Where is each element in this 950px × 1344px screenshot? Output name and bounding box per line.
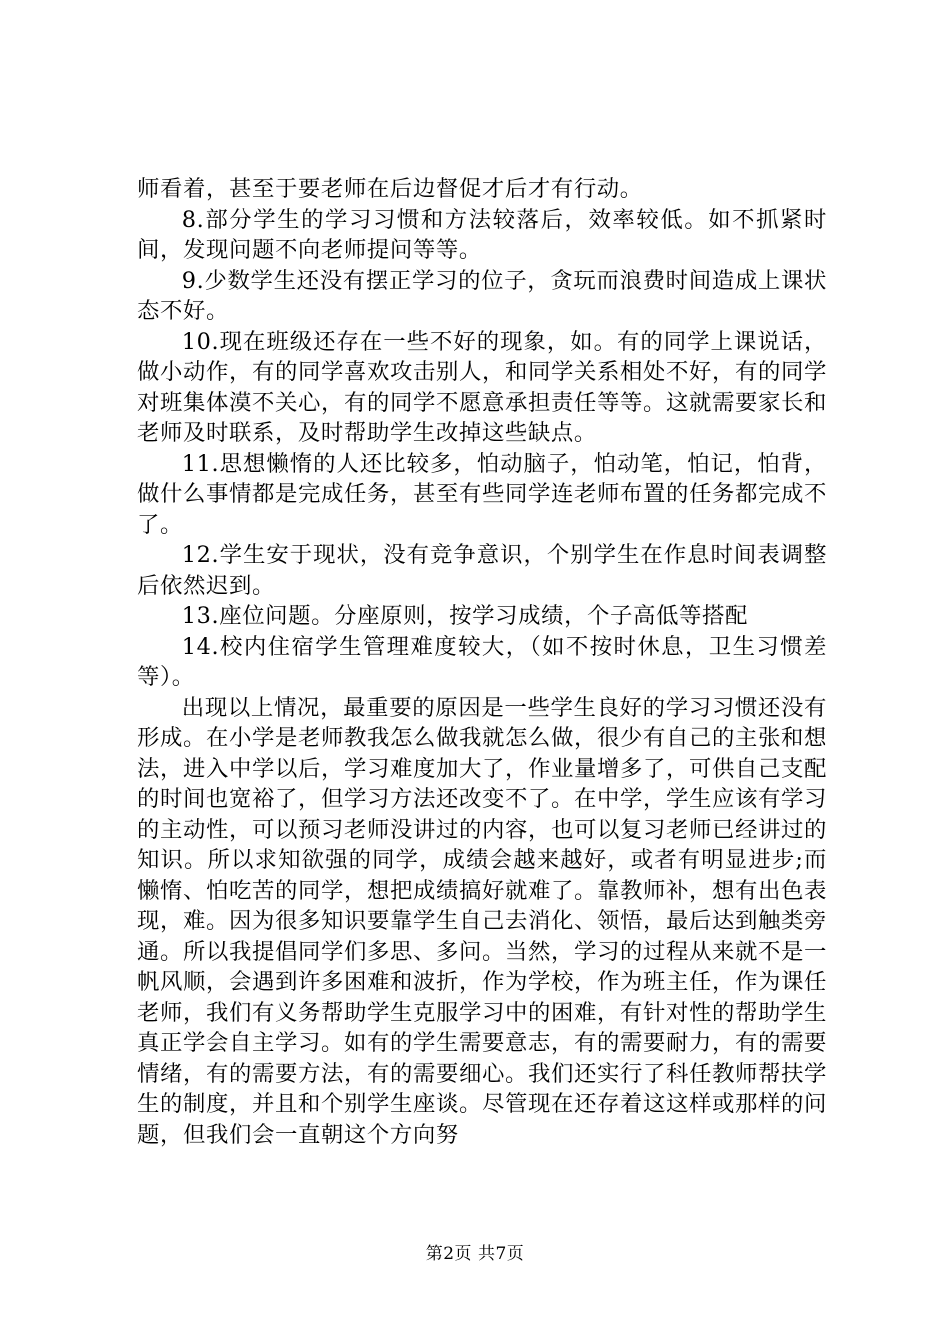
paragraph-item-10: 10.现在班级还存在一些不好的现象，如。有的同学上课说话，做小动作，有的同学喜欢攻击别人，和同学关系相处不好，有的同学对班集体漠不关心，有的同学不愿意承担责任等等。这就需要家长和老师及时联系，及时帮助学生改掉这些缺点。	[137, 328, 827, 446]
paragraph-item-12: 12.学生安于现状，没有竞争意识，个别学生在作息时间表调整后依然迟到。	[137, 542, 827, 599]
page-number-label: 第2页 共7页	[425, 1244, 525, 1264]
paragraph-item-9: 9.少数学生还没有摆正学习的位子，贪玩而浪费时间造成上课状态不好。	[137, 267, 827, 324]
page-footer	[0, 1244, 950, 1264]
paragraph-analysis: 出现以上情况，最重要的原因是一些学生良好的学习习惯还没有形成。在小学是老师教我怎么做我就怎么做，很少有自己的主张和想法，进入中学以后，学习难度加大了，作业量增多了，可供自己支配的时间也宽裕了，但学习方法还改变不了。在中学，学生应该有学习的主动性，可以预习老师没讲过的内容，也可以复习老师已经讲过的知识。所以求知欲强的同学，成绩会越来越好，或者有明显进步;而懒惰、怕吃苦的同学，想把成绩搞好就难了。靠教师补，想有出色表现，难。因为很多知识要靠学生自己去消化、领悟，最后达到触类旁通。所以我提倡同学们多思、多问。当然，学习的过程从来就不是一帆风顺，会遇到许多困难和波折，作为学校，作为班主任，作为课任老师，我们有义务帮助学生克服学习中的困难，有针对性的帮助学生真正学会自主学习。如有的学生需要意志，有的需要耐力，有的需要情绪，有的需要方法，有的需要细心。我们还实行了科任教师帮扶学生的制度，并且和个别学生座谈。尽管现在还存着这这样或那样的问题，但我们会一直朝这个方向努	[137, 694, 827, 1148]
paragraph-item-11: 11.思想懒惰的人还比较多，怕动脑子，怕动笔，怕记，怕背，做什么事情都是完成任务，甚至有些同学连老师布置的任务都完成不了。	[137, 450, 827, 538]
document-body	[137, 174, 827, 1150]
paragraph-item-13: 13.座位问题。分座原则，按学习成绩，个子高低等搭配	[181, 603, 748, 629]
paragraph-item-8: 8.部分学生的学习习惯和方法较落后，效率较低。如不抓紧时间，发现问题不向老师提问等等。	[137, 206, 827, 263]
paragraph-continuation: 师看着，甚至于要老师在后边督促才后才有行动。	[137, 176, 643, 202]
paragraph-item-14: 14.校内住宿学生管理难度较大，（如不按时休息，卫生习惯差等）。	[137, 633, 827, 690]
